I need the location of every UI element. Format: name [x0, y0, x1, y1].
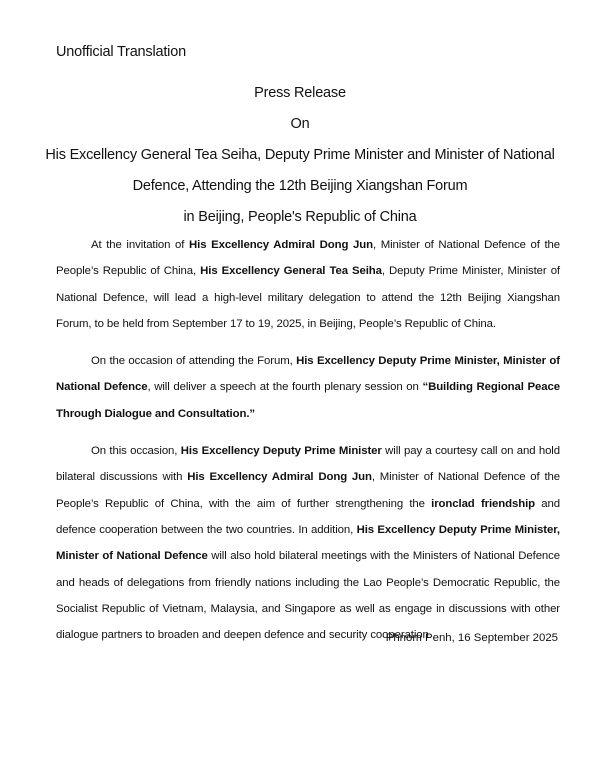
- press-release-heading: [40, 78, 560, 233]
- place-and-date: Phnom Penh, 16 September 2025: [385, 632, 558, 644]
- title-press-release: Press Release: [254, 85, 346, 101]
- text-run: will pay a courtesy call on and hold bilateral discussions with: [56, 445, 560, 484]
- paragraph-invitation: [56, 232, 560, 337]
- paragraph-bilateral: [56, 438, 560, 648]
- title-line-1: His Excellency General Tea Seiha, Deputy Prime Minister and Minister of National: [45, 147, 555, 163]
- bold-deputy-pm-minister: His Excellency Deputy Prime Minister, Minister of National Defence: [56, 355, 560, 394]
- title-line-3: in Beijing, People's Republic of China: [183, 209, 417, 225]
- text-run: , Minister of National Defence of the People’s Republic of China, with the aim of further strengthening the: [56, 471, 560, 510]
- title-line-2: Defence, Attending the 12th Beijing Xiangshan Forum: [132, 178, 468, 194]
- bold-deputy-pm: His Excellency Deputy Prime Minister: [180, 445, 382, 458]
- bold-ironclad-friendship: ironclad friendship: [431, 497, 535, 510]
- title-on: On: [290, 116, 310, 132]
- text-run: At the invitation of: [91, 239, 190, 251]
- bold-speech-title: “Building Regional Peace Through Dialogue and Consultation.”: [56, 381, 560, 420]
- press-release-body: [56, 232, 560, 659]
- paragraph-speech: [56, 348, 560, 427]
- text-run: , Deputy Prime Minister, Minister of National Defence, will lead a high-level military delegation to attend the 12th Beijing Xiangshan Forum, to be held from September 17 to 19, 2025, in Beijing, People’s Republic of China.: [56, 265, 560, 330]
- bold-deputy-pm-minister: His Excellency Deputy Prime Minister, Minister of National Defence: [56, 523, 560, 563]
- text-run: , will deliver a speech at the fourth plenary session on: [147, 381, 423, 394]
- text-run: On this occasion,: [91, 445, 181, 458]
- bold-name-tea-seiha: His Excellency General Tea Seiha: [200, 265, 382, 278]
- text-run: , Minister of National Defence of the People’s Republic of China,: [56, 239, 560, 278]
- unofficial-translation-label: Unofficial Translation: [56, 44, 186, 60]
- bold-name-dong-jun: His Excellency Admiral Dong Jun: [189, 239, 373, 251]
- bold-name-dong-jun: His Excellency Admiral Dong Jun: [187, 471, 372, 484]
- text-run: On the occasion of attending the Forum,: [91, 355, 297, 368]
- text-run: will also hold bilateral meetings with the Ministers of National Defence and heads of delegations from friendly nations including the Lao People’s Democratic Republic, the Socialist Republic of Vietnam, Malaysia, and Singapore as well as engage in discussions with other dialogue partners to broaden and deepen defence and security cooperation.: [56, 550, 560, 642]
- text-run: and defence cooperation between the two countries. In addition,: [56, 497, 560, 536]
